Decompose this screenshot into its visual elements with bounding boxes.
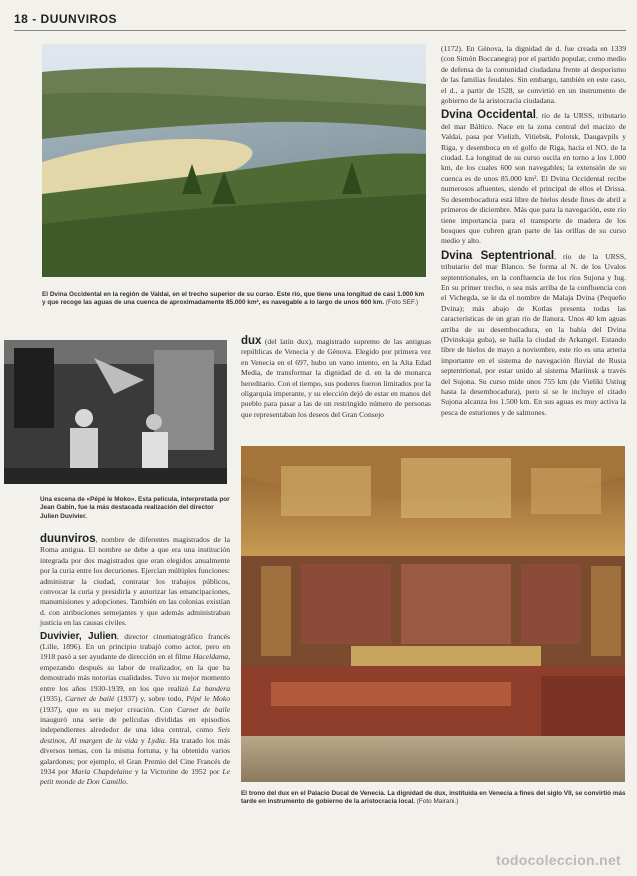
film-title: Le petit monde de Don Camillo [40,766,230,787]
dvina-occidental-title: Dvina Occidental [441,109,536,122]
palace-photo-credit: (Foto Mairani.) [416,798,459,806]
dux-entry [241,336,431,420]
dvina-occidental-entry [441,110,626,246]
duunviros-title: duunviros [40,533,96,545]
duvivier-text: , empezando después su labor de realizador, en la que ha demostrado más notorias cualidades. Tuvo su mejor momento entre los años 1930-1939, en los que realizó [40,652,230,693]
film-title: Pépé le Moko [186,694,230,704]
film-title: La bandera [192,683,230,693]
film-title: Lydia [147,735,165,745]
page-number: 18 [14,12,29,26]
duvivier-title: Duvivier, Julien [40,630,117,642]
duvivier-text: (1937) y, sobre todo, [114,694,187,704]
film-still-photo [4,340,227,484]
site-watermark: todocoleccion.net [496,852,621,868]
dvina-caption-text: El Dvina Occidental en la región de Valdai, en el trecho superior de su curso. Este río, que tiene una longitud de casi 1.000 km y que recoge las aguas de una cuenca de aproximadamente 85.000 km², es navegable a lo largo de unos 600 km. [42,291,425,307]
right-column-top [441,44,626,418]
section-title: DUUNVIROS [40,12,118,26]
film-caption-text: Una escena de «Pépé le Moko». Esta película, interpretada por Jean Gabin, fue la más destacada realización del director Julien Duvivier. [40,496,230,520]
film-title: Carnet de baile [177,704,230,714]
palace-caption-text: El trono del dux en el Palacio Ducal de Venecia. La dignidad de dux, instituida en Venecia a fines del siglo VII, se convirtió más tarde en instrumento de gobierno de la aristocracia local. [241,790,626,806]
dvina-photo [42,44,426,277]
header-separator: - [32,12,37,26]
film-caption [40,496,230,521]
dvina-photo-credit: (Foto SEF.) [385,299,419,307]
header-rule [14,30,626,31]
pepe-le-moko-scene-image [4,340,227,484]
duunviros-text: , nombre de diferentes magistrados de la Roma antigua. El nombre se debe a que era una institución integrada por dos magistrados que eran elegidos anualmente por la curia entre los decuriones. Ejercían múltiples funciones: administrar la ciudad, contratar los trabajos públicos, convocar la curia y presidirla y autorizar las emancipaciones, manumisiones y adopciones. También en las colonias existían d. con atribuciones semejantes y que además administraban justicia en las causas civiles. [40,535,230,628]
dux-title: dux [241,335,262,347]
dvina-caption [42,291,428,308]
left-column-bottom [40,534,230,788]
film-title: Seis destinos, Al margen de la vida [40,725,230,745]
palace-caption [241,790,627,807]
dux-text: (del latín dux), magistrado supremo de las antiguas repúblicas de Venecia y de Génova. Elegido por primera vez en Venecia en el 697, hubo un vano intento, en la Alta Edad Media, de transformar la dignidad de d. en la de monarca hereditario. Con el tiempo, sus poderes fueron limitados por la oligarquía imperante, y su elección dejó de estar en manos del pueblo para pasar a las de un restringido número de personas que representaban los deseos del Gran Consejo [241,337,432,419]
dvina-septentrional-entry [441,251,626,419]
doge-palace-hall-image [241,446,625,782]
dux-continued-text: (1172). En Génova, la dignidad de d. fue creada en 1339 (con Simón Boccanegra) por el partido popular, como medio de defensa de la comunidad ciudadana frente al desporismo de las familias feudales. Sin embargo, también en este caso, el d., a partir de 1528, se convirtió en un instrumento de gobierno de la aristocracia ciudadana. [441,44,626,106]
duvivier-text: y [137,735,148,745]
duvivier-text: . [126,777,128,787]
duvivier-text: (1937), que es su mejor creación. Con [40,704,178,714]
duunviros-entry [40,534,230,629]
dvina-occidental-text: , río de la URSS, tributario del mar Báltico. Nace en la zona central del macizo de Valdai, pasa por Vielizh, Vitiebsk, Polotsk, Daugavpils y Riga, y desemboca en el golfo de Riga, hacia el NO. de la ciudad. La longitud de su curso oscila en torno a los 1.000 km, de los cuales 600 son navegables; la extensión de su cuenca es de unos 85.000 km². El Dvina Occidental recibe numerosos afluentes, siendo el principal de ellos el Drissa. Su desembocadura está libre de hielos desde fines de abril a primeros de diciembre. Más que para la navegación, este río tiene importancia para el transporte de madera de los bosques que cubren gran parte de las orillas de su curso medio y alto. [441,111,626,246]
duvivier-entry [40,632,230,788]
duvivier-text: (1935), [40,694,66,704]
page-header [14,12,117,26]
duvivier-text: . Ha tratado los más diversos temas, con la misma fortuna, y ha obtenido varios galardones; por ejemplo, el Gran Premio del Cine Francés de 1934 por [40,735,231,776]
dvina-septentrional-text: , río de la URSS, tributario del mar Blanco. Se forma al N. de los Uvalos septentrionales, en la confluencia de los ríos Sujona y Iug. En su primer trecho, o sea más arriba de la confluencia con el Vichegda, se le da el nombre de Malaja Dvina (Pequeño Dvina); más abajo de Kotlas presenta todas las características de un gran río de llanura. Unos 40 km aguas arriba de su desembocadura, en la bahía del Dvina (Dvinskaja guba), se halla la ciudad de Arkangel. Estando libre de hielos de mayo a noviembre, este río es una arteria importante en el sistema de navegación fluvial de Rusia septentrional, por estar unido al sistema Mariinsk a través del Sujona. Su curso mide unos 755 km (de Vieliki Ustiug hasta la desembocadura), pero si se le incluye el citado Sujona alcanza los 1.500 km. En sus aguas es muy activa la pesca de esturiones y de salmones. [441,251,626,417]
duvivier-text: inauguró una serie de películas divididas en episodios independientes alrededor de una idea central, como [40,714,230,735]
duvivier-text: y la Victorine de 1952 por [131,766,223,776]
dvina-septentrional-title: Dvina Septentrional [441,249,555,262]
film-title: María Chapdelaine [71,766,132,776]
duvivier-text: , director cinematográfico francés (Lille, 1896). En un principio trabajó como actor, pero en 1918 pasó a ser ayudante de dirección en el filme [40,631,230,662]
film-title: Haceldama [193,652,229,662]
film-title: Carnet de bailé [65,694,115,704]
dvina-landscape-image [42,44,426,277]
palace-photo [241,446,625,782]
